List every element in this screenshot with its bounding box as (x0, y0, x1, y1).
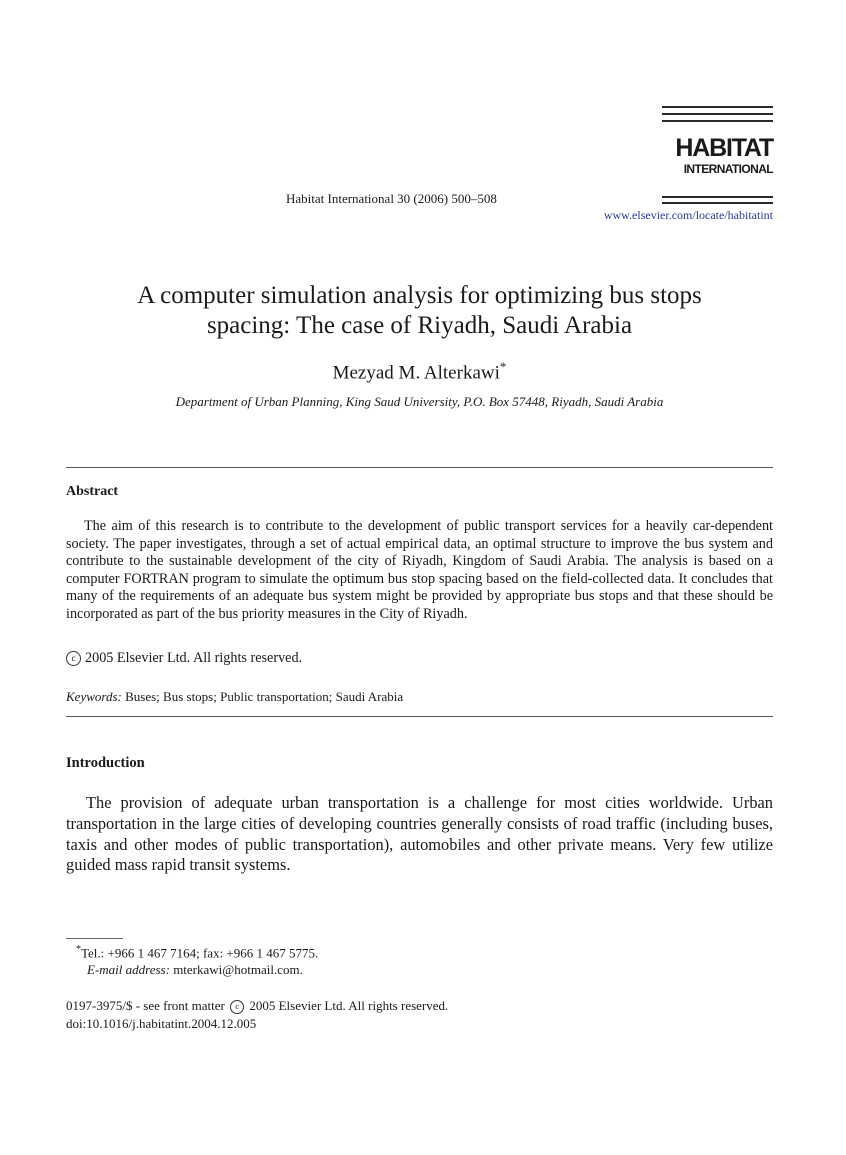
abstract-text: The aim of this research is to contribute to the development of public transport services for a heavily car-dependent society. The paper investigates, through a set of actual empirical data, an optimal structure to improve the bus system and contribute to the sustainable development of the city of Riyadh, Kingdom of Saudi Arabia. The analysis is based on a computer FORTRAN program to simulate the optimum bus stop spacing based on the field-collected data. It concludes that many of the requirements of an adequate bus system might be provided by appropriate bus stops and that these should be incorporated as part of the bus priority measures in the City of Riyadh. (66, 518, 773, 622)
issn-text: 0197-3975/$ - see front matter (66, 998, 225, 1013)
copyright-icon: c (230, 1000, 244, 1014)
author-footnote-mark[interactable]: * (499, 359, 507, 374)
footnote-phone: Tel.: +966 1 467 7164; fax: +966 1 467 5775. (81, 945, 319, 961)
logo-rule (662, 120, 773, 122)
keywords (66, 689, 403, 705)
logo-rule (662, 106, 773, 108)
keywords-label: Keywords: (66, 689, 122, 704)
introduction-heading: Introduction (66, 755, 145, 771)
abstract-heading: Abstract (66, 484, 119, 499)
footnote-contact (76, 944, 318, 961)
copyright-text: 2005 Elsevier Ltd. All rights reserved. (85, 650, 303, 666)
logo-rule (662, 202, 773, 204)
affiliation: Department of Urban Planning, King Saud University, P.O. Box 57448, Riyadh, Saudi Arabia (175, 394, 664, 409)
journal-url-link[interactable]: www.elsevier.com/locate/habitatint (603, 208, 773, 222)
logo-word-international: INTERNATIONAL (683, 162, 773, 176)
article-title (66, 281, 773, 341)
logo-rule (662, 113, 773, 115)
journal-reference: Habitat International 30 (2006) 500–508 (286, 191, 497, 206)
footnote-email (87, 962, 303, 978)
author-name: Mezyad M. Alterkawi (332, 362, 500, 384)
keywords-values: Buses; Bus stops; Public transportation; Saudi Arabia (125, 689, 404, 704)
title-line-2: spacing: The case of Riyadh, Saudi Arabia (206, 312, 633, 339)
doi-link[interactable]: doi:10.1016/j.habitatint.2004.12.005 (66, 1016, 257, 1031)
email-address[interactable]: mterkawi@hotmail.com. (173, 962, 303, 977)
abstract-copyright (66, 650, 302, 667)
introduction-text: The provision of adequate urban transportation is a challenge for most cities worldwide. Urban transportation in the large cities of developing countries generally consists of road traffic (including buses, taxis and other modes of public transportation), automobiles and other private means. Very few utilize guided mass rapid transit systems. (66, 793, 773, 875)
logo-word-habitat: HABITAT (675, 134, 773, 162)
email-label: E-mail address: (87, 962, 170, 977)
front-copyright-text: 2005 Elsevier Ltd. All rights reserved. (249, 998, 449, 1013)
footnote-rule (66, 938, 123, 939)
front-matter (66, 998, 448, 1014)
footnote-mark: * (76, 944, 81, 955)
copyright-icon: c (66, 651, 81, 666)
title-line-1: A computer simulation analysis for optimizing bus stops (137, 282, 702, 309)
author (66, 359, 773, 384)
divider-bottom (66, 716, 773, 717)
divider-top (66, 467, 773, 468)
logo-rule (662, 196, 773, 198)
